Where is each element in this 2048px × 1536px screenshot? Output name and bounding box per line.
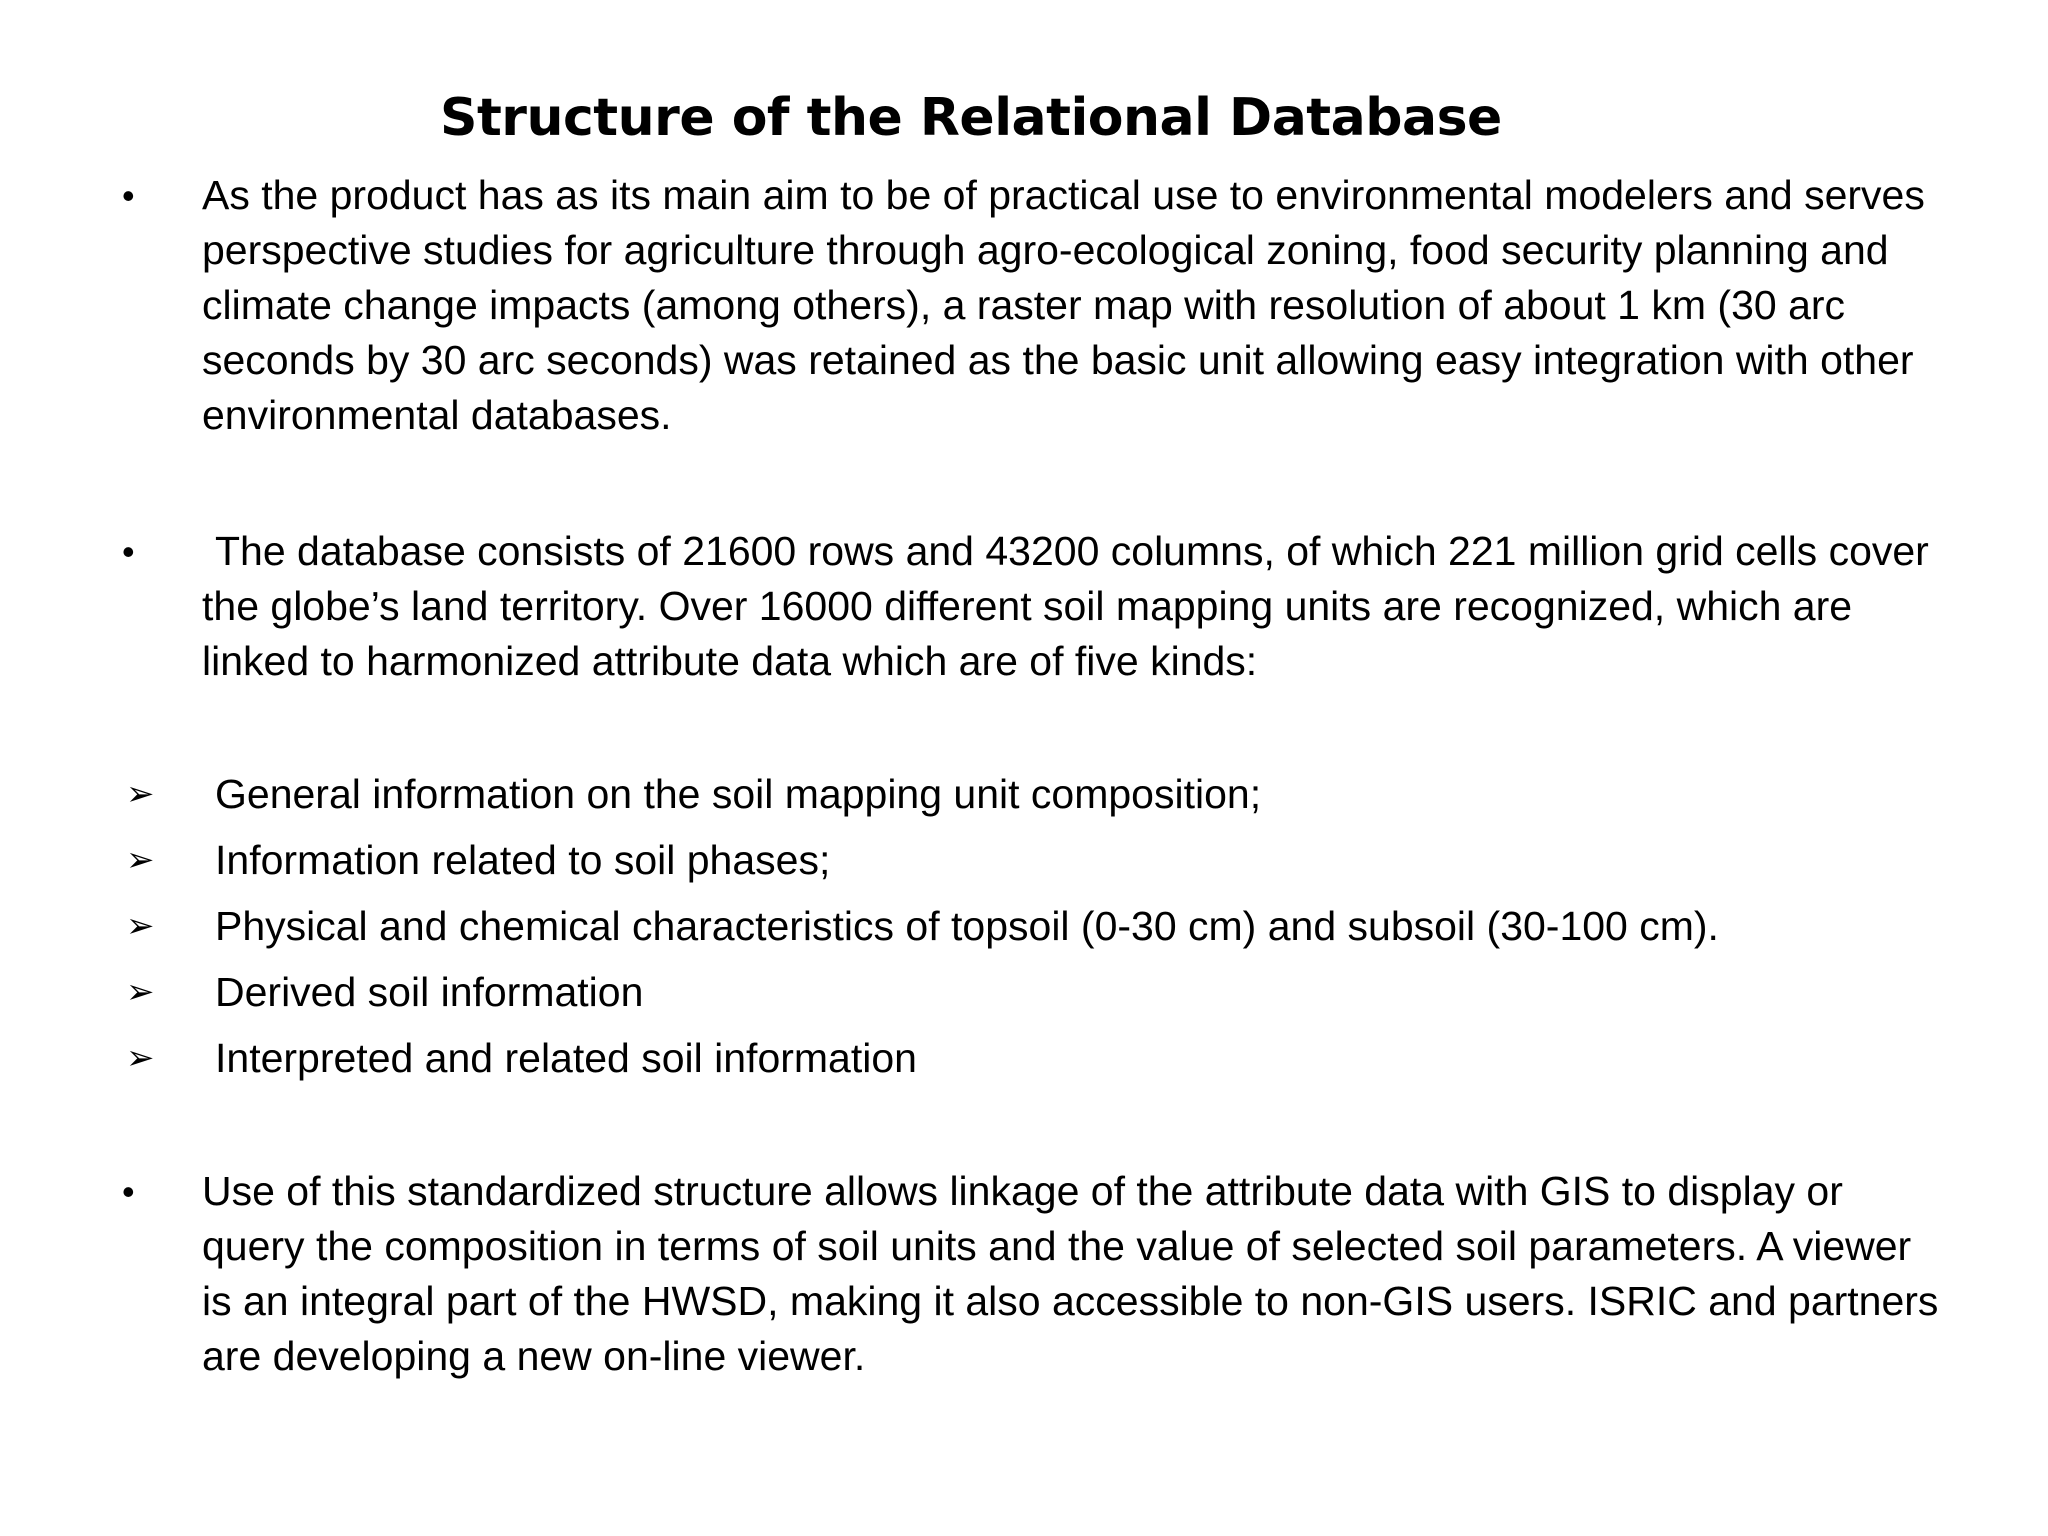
sub-item-text: Interpreted and related soil information — [215, 1035, 917, 1081]
arrow-bullet-icon: ➢ — [126, 973, 155, 1011]
bullet-text: Use of this standardized structure allows linkage of the attribute data with GIS to display or query the composition in terms of soil units and the value of selected soil parameters. A viewer is an integral part of the HWSD, making it also accessible to non-GIS users. ISRIC and partners are developing a new on-line viewer. — [202, 1168, 1939, 1379]
bullet-marker: • — [122, 531, 135, 572]
sub-item-text: Physical and chemical characteristics of topsoil (0-30 cm) and subsoil (30-100 cm). — [215, 903, 1719, 949]
bullet-marker: • — [122, 175, 135, 216]
bullet-marker: • — [122, 1171, 135, 1212]
arrow-bullet-icon: ➢ — [126, 775, 155, 813]
sub-item-text: General information on the soil mapping unit composition; — [215, 771, 1262, 817]
bullet-text: The database consists of 21600 rows and 43200 columns, of which 221 million grid cells cover the globe’s land territory. Over 16000 different soil mapping units are recognized, which are linked to harmonized attribute data which are of five kinds: — [202, 528, 1929, 684]
arrow-bullet-icon: ➢ — [126, 1039, 155, 1077]
bullet-text: As the product has as its main aim to be of practical use to environmental modelers and serves perspective studies for agriculture through agro-ecological zoning, food security planning and climate change impacts (among others), a raster map with resolution of about 1 km (30 arc seconds by 30 arc seconds) was retained as the basic unit allowing easy integration with other environmental databases. — [202, 172, 1925, 438]
sub-item-text: Information related to soil phases; — [215, 837, 831, 883]
arrow-bullet-icon: ➢ — [126, 907, 155, 945]
slide-title: Structure of the Relational Database — [440, 88, 1502, 148]
sub-item-text: Derived soil information — [215, 969, 644, 1015]
arrow-bullet-icon: ➢ — [126, 841, 155, 879]
